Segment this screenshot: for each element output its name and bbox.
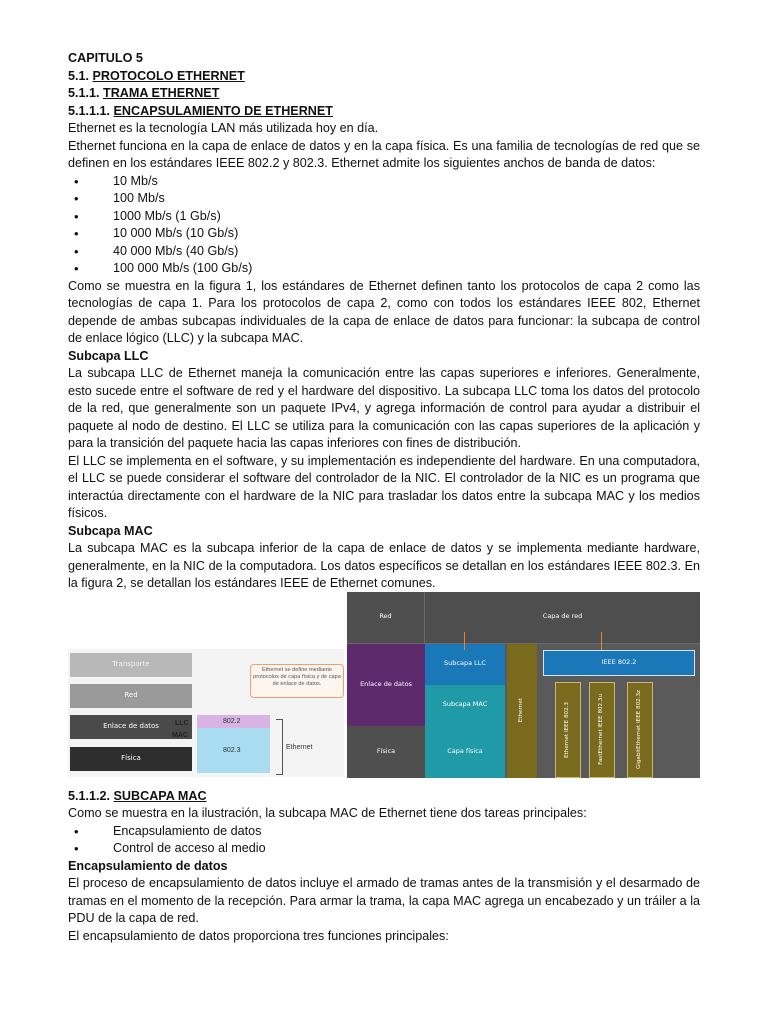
section-title: PROTOCOLO ETHERNET [92, 68, 245, 83]
section-number: 5.1. [68, 68, 90, 83]
layer-fisica: Física [70, 747, 192, 771]
mac-tasks-list [68, 823, 700, 858]
figure-1-osi-ethernet [68, 649, 344, 777]
llc-tag: LLC [175, 719, 189, 727]
arrow-icon [464, 632, 465, 650]
f2-enlace: Enlace de datos [347, 644, 425, 726]
subheading-encapsulamiento: Encapsulamiento de datos [68, 858, 228, 873]
f2-fisica: Física [347, 726, 425, 778]
section-heading-5-1-1 [68, 85, 700, 103]
standard-802-3-box: 802.3 [197, 728, 270, 773]
f2-ethernet-col [507, 644, 537, 778]
section-number: 5.1.1. [68, 86, 100, 100]
chapter-heading: CAPITULO 5 [68, 51, 143, 65]
layer-red: Red [70, 684, 192, 708]
paragraph: Ethernet funciona en la capa de enlace de datos y en la capa física. Es una familia de tecnologías de red que se definen en los estándares IEEE 802.2 y 802.3. Ethernet admite los siguientes anchos de banda de datos: [68, 138, 700, 170]
section-title: SUBCAPA MAC [113, 788, 207, 803]
section-heading-5-1-1-1 [68, 103, 700, 121]
section-title: TRAMA ETHERNET [103, 86, 220, 100]
list-item: • 10 000 Mb/s (10 Gb/s) [68, 225, 700, 243]
paragraph: La subcapa MAC es la subcapa inferior de la capa de enlace de datos y se implementa mediante hardware, generalmente, en la NIC de la computadora. Los datos específicos se detallan en los estándares IEEE 802.3. En la figura 2, se detallan los estándares IEEE de Ethernet comunes. [68, 541, 700, 590]
f2-subcapa-llc: Subcapa LLC [425, 644, 505, 685]
list-item: • Control de acceso al medio [68, 840, 700, 858]
list-item: • 100 Mb/s [68, 190, 700, 208]
list-item: • 10 Mb/s [68, 173, 700, 191]
list-item: • 1000 Mb/s (1 Gb/s) [68, 208, 700, 226]
layer-enlace: Enlace de datos [70, 715, 192, 739]
paragraph: Como se muestra en la ilustración, la subcapa MAC de Ethernet tiene dos tareas principales: [68, 806, 587, 820]
callout-note: Ethernet se define mediante protocolos de capa física y de capa de enlace de datos. [250, 664, 344, 698]
subheading-llc: Subcapa LLC [68, 348, 149, 363]
f2-subcapa-mac: Subcapa MAC [425, 685, 505, 726]
paragraph: La subcapa LLC de Ethernet maneja la comunicación entre las capas superiores e inferiores. Generalmente, esto sucede entre el software de red y el hardware del dispositivo. La subcapa LLC toma los datos del protocolo de la red, que generalmente son un paquete IPv4, y agrega información de control para ayudar a distribuir el paquete al nodo de destino. El LLC se utiliza para la comunicación con las capas superiores de la aplicación y para la transición del paquete hacia las capas inferiores con fines de distribución. [68, 366, 700, 450]
f2-fast-label: FastEthernet IEEE 802.3u [598, 694, 605, 765]
f2-eth-8023-label: Ethernet IEEE 802.3 [564, 701, 571, 758]
figures-container [68, 593, 700, 781]
mac-tag: MAC [172, 731, 188, 739]
f2-giga-8023z [627, 682, 653, 778]
list-item: • Encapsulamiento de datos [68, 823, 700, 841]
f2-eth-8023 [555, 682, 581, 778]
ethernet-label: Ethernet [286, 743, 313, 751]
paragraph: El encapsulamiento de datos proporciona tres funciones principales: [68, 928, 449, 943]
ethernet-brace [276, 719, 283, 775]
list-item: • 100 000 Mb/s (100 Gb/s) [68, 260, 700, 278]
arrow-icon [601, 632, 602, 650]
section-number: 5.1.1.2. [68, 788, 111, 803]
f2-giga-label: GigabitEthernet IEEE 802.3z [636, 689, 643, 770]
layer-transporte: Transporte [70, 653, 192, 677]
section-heading-5-1 [68, 68, 700, 86]
f2-capa-red: Capa de red [425, 592, 700, 644]
f2-fast-8023u [589, 682, 615, 778]
section-title: ENCAPSULAMIENTO DE ETHERNET [113, 103, 333, 118]
paragraph: Ethernet es la tecnología LAN más utilizada hoy en día. [68, 121, 379, 135]
subheading-mac: Subcapa MAC [68, 523, 153, 538]
f2-ethernet-label: Ethernet [518, 698, 525, 723]
bandwidth-list [68, 173, 700, 278]
f2-capa-fisica: Capa física [425, 726, 505, 778]
document-page [68, 50, 700, 945]
f2-red: Red [347, 592, 425, 644]
standard-802-2-box: 802.2 [197, 715, 270, 728]
figure-2-ieee-standards [347, 592, 700, 778]
paragraph: El proceso de encapsulamiento de datos incluye el armado de tramas antes de la transmisión y el desarmado de tramas en el momento de la recepción. Para armar la trama, la capa MAC agrega un encabezado y un tráiler a la PDU de la capa de red. [68, 876, 700, 925]
f2-ieee-8022: IEEE 802.2 [543, 650, 695, 676]
paragraph: El LLC se implementa en el software, y su implementación es independiente del hardware. En una computadora, el LLC se puede considerar el software del controlador de la NIC. El controlador de la NIC es un programa que interactúa directamente con el hardware de la NIC para trasladar los datos entre la subcapa MAC y los medios físicos. [68, 453, 700, 520]
section-heading-5-1-1-2 [68, 788, 700, 806]
section-number: 5.1.1.1. [68, 103, 111, 118]
list-item: • 40 000 Mb/s (40 Gb/s) [68, 243, 700, 261]
paragraph: Como se muestra en la figura 1, los estándares de Ethernet definen tanto los protocolos de capa 2 como las tecnologías de capa 1. Para los protocolos de capa 2, como con todos los estándares IEEE 802, Ethernet depende de ambas subcapas individuales de la capa de enlace de datos para funcionar: la subcapa de control de enlace lógico (LLC) y la subcapa MAC. [68, 278, 700, 345]
